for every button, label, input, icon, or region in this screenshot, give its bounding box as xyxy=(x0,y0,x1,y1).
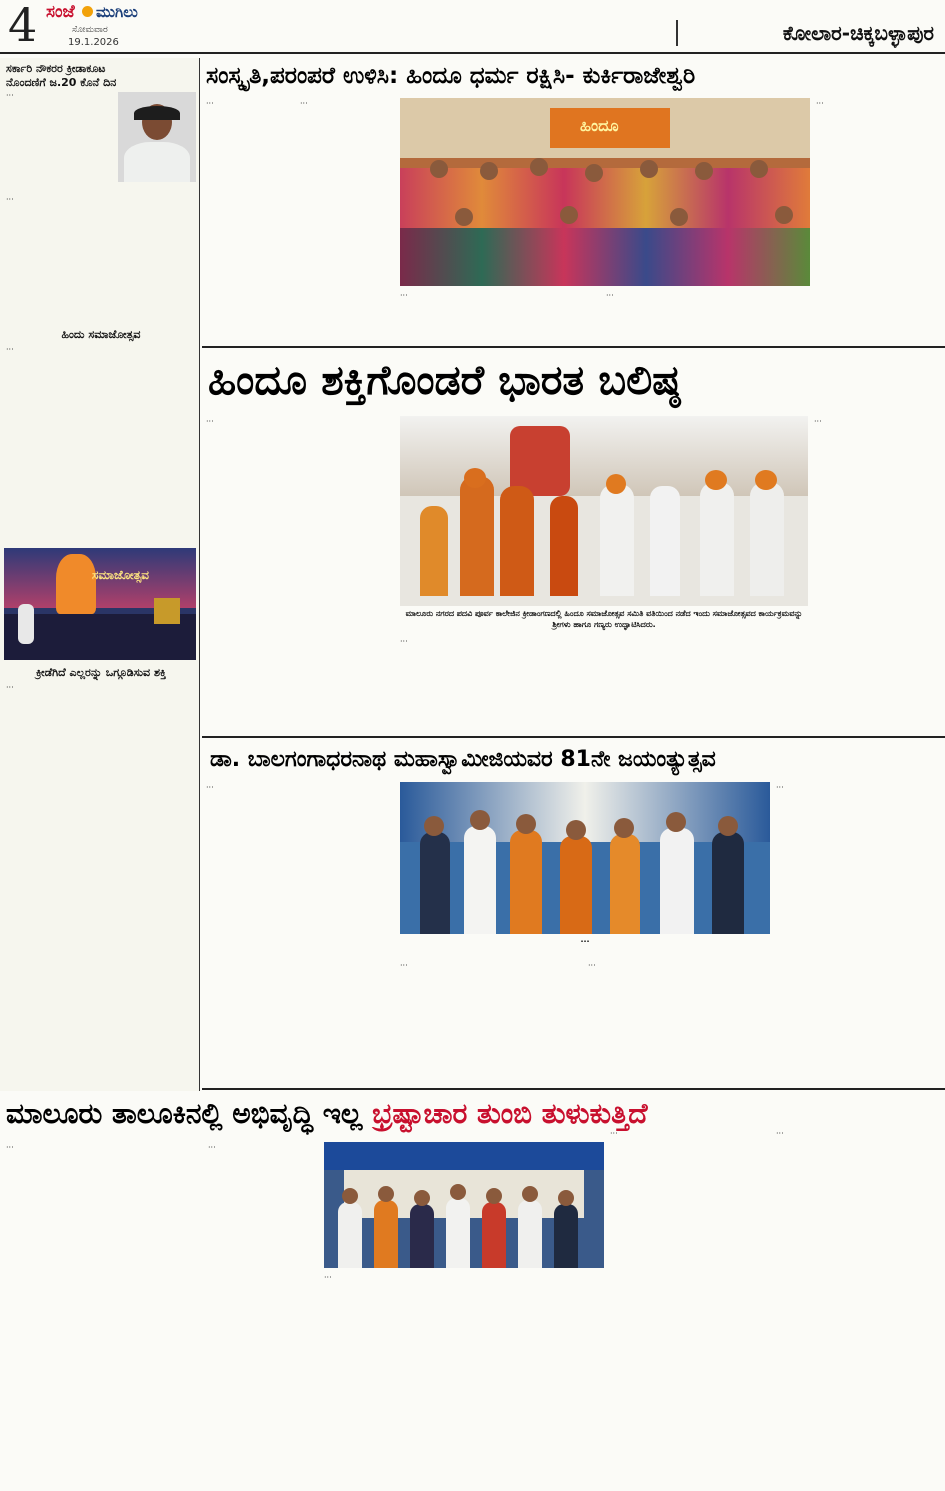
left-column xyxy=(0,58,200,1091)
hindu-samajotsava-body: ··· xyxy=(6,345,14,354)
story-2-col-3: ··· xyxy=(814,417,822,426)
story-1-col-1: ··· xyxy=(206,99,214,108)
story-2-caption: ಮಾಲೂರು ನಗರದ ಪದವಿ ಪೂರ್ವ ಕಾಲೇಜಿನ ಕ್ರೀಡಾಂಗಣದಲ್ಲಿ ಹಿಂದೂ ಸಮಾಜೋತ್ಸವ ಸಮಿತಿ ವತಿಯಿಂದ ನಡೆದ ಇಂದು ಸಮಾಜೋತ್ಸವದ ಕಾರ್ಯಕ್ರಮವನ್ನು ಶ್ರೀಗಳು ಹಾಗೂ ಗಣ್ಯರು ಉದ್ಘಾಟಿಸಿದರು. xyxy=(405,609,803,629)
hindu-samajotsava-heading: ಹಿಂದು ಸಮಾಜೋತ್ಸವ xyxy=(61,328,141,341)
logo-part-sanje: ಸಂಜೆ xyxy=(46,2,75,22)
issue-date: 19.1.2026 xyxy=(68,37,119,48)
region-banner: ಕೋಲಾರ-ಚಿಕ್ಕಬಳ್ಳಾಪುರ xyxy=(676,20,938,46)
story-2-col-2: ··· xyxy=(400,637,408,646)
story-1-photo-banner: ಹಿಂದೂ xyxy=(580,116,619,135)
masthead xyxy=(0,0,945,54)
story-2-headline: ಹಿಂದೂ ಶಕ್ತಿಗೊಂಡರೆ ಭಾರತ ಬಲಿಷ್ಠ xyxy=(208,356,681,404)
notice-title-2: ನೊಂದಣಿಗೆ ಜ.20 ಕೊನೆ ದಿನ xyxy=(6,76,117,89)
issue-weekday: ಸೋಮವಾರ xyxy=(72,25,108,35)
story-2-photo xyxy=(400,416,808,606)
story-3-photo xyxy=(400,782,770,934)
story-4-col-1: ··· xyxy=(6,1143,14,1152)
stage-banner-text: ಸಮಾಜೋತ್ಸವ xyxy=(92,568,149,582)
story-4-col-3: ··· xyxy=(324,1273,332,1282)
story-1 xyxy=(202,58,945,348)
story-4-headline xyxy=(6,1092,648,1136)
stage-photo xyxy=(4,548,196,660)
notice-body-top: ··· xyxy=(6,91,14,100)
story-3-col-4: ··· xyxy=(776,783,784,792)
story-3-caption: ··· xyxy=(580,937,590,946)
sport-heading: ಕ್ರೀಡೆಗಿದೆ ಎಲ್ಲರನ್ನು ಒಗ್ಗೂಡಿಸುವ ಶಕ್ತಿ xyxy=(35,666,167,679)
sport-body: ··· xyxy=(6,683,14,692)
notice-title-1: ಸರ್ಕಾರಿ ನೌಕರರ ಕ್ರೀಡಾಕೂಟ xyxy=(6,62,106,75)
story-2 xyxy=(202,350,945,738)
story-1-headline: ಸಂಸ್ಕೃತಿ,ಪರಂಪರೆ ಉಳಿಸಿ: ಹಿಂದೂ ಧರ್ಮ ರಕ್ಷಿಸಿ- ಕುರ್ಕಿರಾಜೇಶ್ವರಿ xyxy=(206,63,696,89)
official-portrait xyxy=(118,92,196,182)
story-3-col-3: ··· xyxy=(588,961,596,970)
story-4 xyxy=(0,1092,945,1491)
sun-icon xyxy=(82,6,93,17)
story-4-col-2: ··· xyxy=(208,1143,216,1152)
notice-body: ··· xyxy=(6,195,14,204)
story-3-headline: ಡಾ. ಬಾಲಗಂಗಾಧರನಾಥ ಮಹಾಸ್ವಾಮೀಜಿಯವರ 81ನೇ ಜಯಂತ್ಯುತ್ಸವ xyxy=(210,747,716,772)
story-4-photo xyxy=(324,1142,604,1268)
story-4-col-5: ··· xyxy=(776,1129,784,1138)
page-number: 4 xyxy=(8,0,38,52)
story-1-col-2: ··· xyxy=(300,99,308,108)
story-3-col-2: ··· xyxy=(400,961,408,970)
story-1-col-3: ··· xyxy=(400,291,408,300)
story-1-col-4: ··· xyxy=(606,291,614,300)
story-4-headline-red: ಭ್ರಷ್ಟಾಚಾರ ತುಂಬಿ ತುಳುಕುತ್ತಿದೆ xyxy=(372,1097,648,1130)
story-3 xyxy=(202,740,945,1090)
story-3-col-1: ··· xyxy=(206,783,214,792)
story-4-col-4: ··· xyxy=(610,1129,618,1138)
logo-part-mugilu: ಮುಗಿಲು xyxy=(96,3,138,21)
story-4-headline-black: ಮಾಲೂರು ತಾಲೂಕಿನಲ್ಲಿ ಅಭಿವೃದ್ಧಿ ಇಲ್ಲ xyxy=(6,1097,373,1130)
story-1-photo xyxy=(400,98,810,286)
story-1-col-5: ··· xyxy=(816,99,824,108)
story-2-col-1: ··· xyxy=(206,417,214,426)
